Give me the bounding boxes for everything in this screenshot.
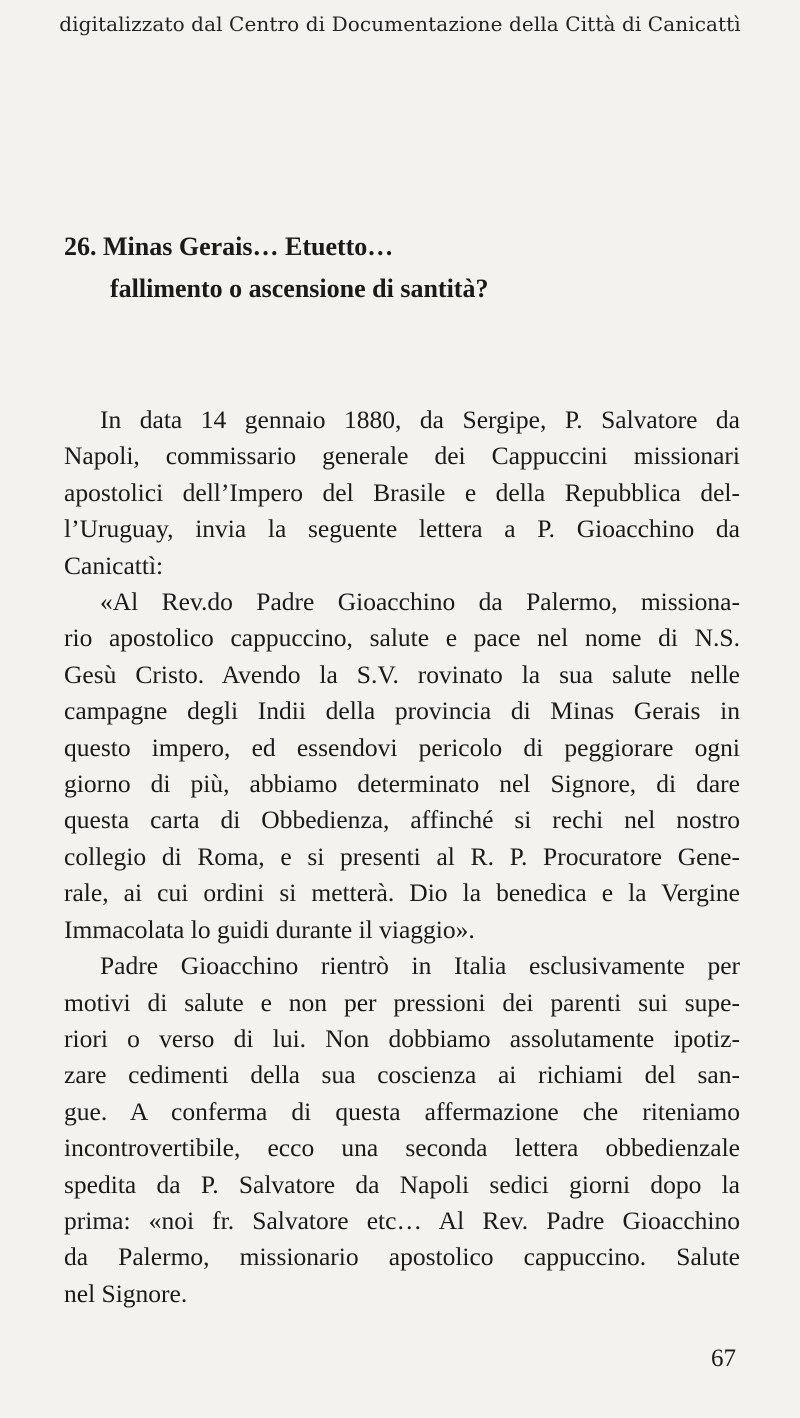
- body-line: zare cedimenti della sua coscienza ai richiami del san-: [64, 1060, 740, 1090]
- body-line: rale, ai cui ordini si metterà. Dio la benedica e la Vergine: [64, 878, 740, 908]
- body-line: questo impero, ed essendovi pericolo di peggiorare ogni: [64, 732, 740, 762]
- body-line: Canicattì:: [64, 550, 164, 580]
- body-line: nel Signore.: [64, 1278, 188, 1308]
- body-line: In data 14 gennaio 1880, da Sergipe, P. Salvatore da: [100, 405, 740, 434]
- body-line: collegio di Roma, e si presenti al R. P. Procuratore Gene-: [64, 841, 740, 871]
- body-line: spedita da P. Salvatore da Napoli sedici giorni dopo la: [64, 1169, 740, 1199]
- page-number: 67: [711, 1345, 736, 1372]
- chapter-title-line-1: 26. Minas Gerais… Etuetto…: [64, 232, 394, 261]
- body-line: da Palermo, missionario apostolico cappuccino. Salute: [64, 1242, 740, 1272]
- body-line: Padre Gioacchino rientrò in Italia esclusivamente per: [100, 951, 740, 981]
- body-line: prima: «noi fr. Salvatore etc… Al Rev. Padre Gioacchino: [64, 1205, 740, 1235]
- digitization-watermark: digitalizzato dal Centro di Documentazione della Città di Canicattì: [59, 12, 741, 36]
- body-line: campagne degli Indii della provincia di Minas Gerais in: [64, 696, 740, 726]
- body-line: l’Uruguay, invia la seguente lettera a P. Gioacchino da: [64, 514, 740, 544]
- body-line: Napoli, commissario generale dei Cappuccini missionari: [64, 441, 740, 471]
- body-line: rio apostolico cappuccino, salute e pace nel nome di N.S.: [64, 623, 740, 653]
- body-line: riori o verso di lui. Non dobbiamo assolutamente ipotiz-: [64, 1023, 740, 1053]
- body-line: giorno di più, abbiamo determinato nel Signore, di dare: [64, 769, 740, 799]
- body-line: gue. A conferma di questa affermazione che riteniamo: [64, 1096, 740, 1126]
- body-line: Gesù Cristo. Avendo la S.V. rovinato la sua salute nelle: [64, 659, 740, 689]
- body-line: Immacolata lo guidi durante il viaggio».: [64, 914, 475, 944]
- body-line: questa carta di Obbedienza, affinché si rechi nel nostro: [64, 805, 740, 835]
- body-line: apostolici dell’Impero del Brasile e della Repubblica del-: [64, 477, 740, 507]
- body-line: «Al Rev.do Padre Gioacchino da Palermo, missiona-: [100, 587, 740, 617]
- body-line: incontrovertibile, ecco una seconda lettera obbedienzale: [64, 1133, 740, 1163]
- body-line: motivi di salute e non per pressioni dei parenti sui supe-: [64, 987, 740, 1017]
- body-text: [64, 402, 740, 1312]
- chapter-title-line-2: fallimento o ascensione di santità?: [110, 274, 489, 303]
- chapter-title: [64, 226, 488, 310]
